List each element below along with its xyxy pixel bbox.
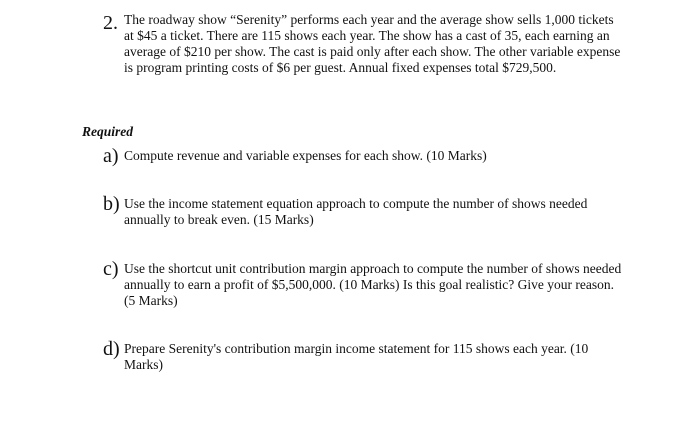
part-a-text: Compute revenue and variable expenses for each show. (10 Marks) — [124, 148, 487, 163]
part-a — [103, 145, 623, 167]
part-b-letter: b) — [103, 193, 120, 215]
part-b — [103, 193, 623, 228]
part-b-text: Use the income statement equation approach to compute the number of shows needed annually to break even. (15 Marks) — [124, 196, 588, 227]
part-d — [103, 338, 623, 373]
part-d-text: Prepare Serenity's contribution margin income statement for 115 shows each year. (10 Marks) — [124, 341, 589, 372]
required-heading: Required — [82, 124, 134, 139]
part-d-letter: d) — [103, 338, 120, 360]
part-a-letter: a) — [103, 145, 119, 167]
question-block — [103, 12, 623, 76]
question-text: The roadway show “Serenity” performs each year and the average show sells 1,000 tickets at $45 a ticket. There are 115 shows each year. The show has a cast of 35, each earning an average of $210 per show. The cast is paid only after each show. The other variable expense is program printing costs of $6 per guest. Annual fixed expenses total $729,500. — [124, 12, 621, 75]
part-c-text: Use the shortcut unit contribution margin approach to compute the number of shows needed annually to earn a profit of $5,500,000. (10 Marks) Is this goal realistic? Give your reason. (5 Marks) — [124, 261, 622, 308]
question-number: 2. — [103, 12, 118, 34]
part-c — [103, 258, 623, 309]
part-c-letter: c) — [103, 258, 119, 280]
